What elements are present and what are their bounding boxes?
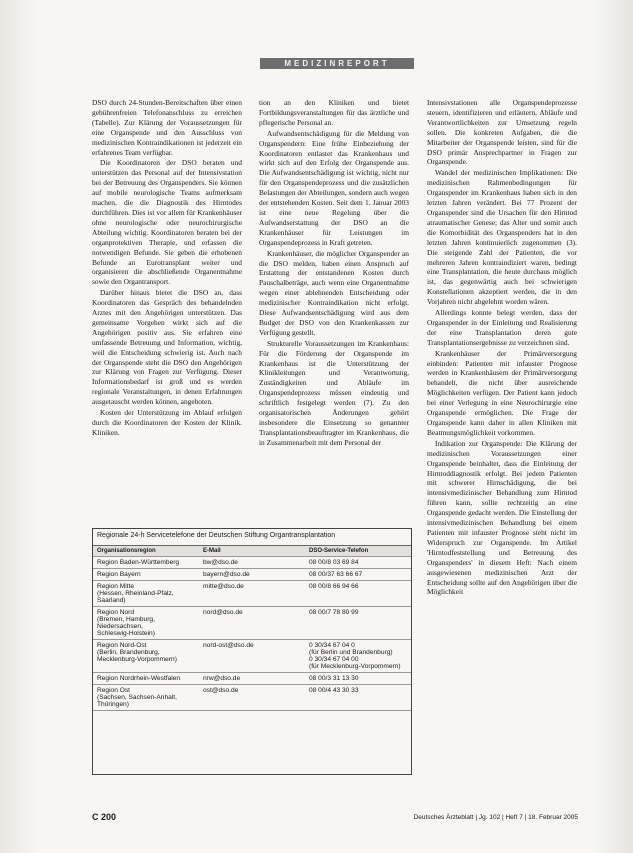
- phone-cell: 08 00/7 78 80 99: [305, 607, 411, 640]
- table-row: [93, 640, 411, 673]
- table-header-row: [93, 546, 411, 557]
- region-cell: Region Nord-Ost (Berlin, Brandenburg, Mecklenburg-Vorpommern): [93, 640, 199, 673]
- phone-cell: 08 00/3 31 13 30: [305, 673, 411, 685]
- journal-citation: Deutsches Ärzteblatt | Jg. 102 | Heft 7 | 18. Februar 2005: [413, 814, 578, 821]
- email-cell: mitte@dso.de: [199, 581, 305, 607]
- phone-cell: 08 00/8 66 94 66: [305, 581, 411, 607]
- email-cell: nord-ost@dso.de: [199, 640, 305, 673]
- paragraph: Krankenhäuser, die möglicher Organspender an die DSO melden, haben einen Anspruch auf Erstattung der entstandenen Kosten durch Pauschalbeträge, auch wenn eine Organentnahme wegen einer ablehnenden Entscheidung oder medizinischer Kontraindikation nicht erfolgt. Diese Aufwandsentschädigung wird aus dem Budget der DSO von den Krankenkassen zur Verfügung gestellt.: [259, 248, 409, 337]
- table-row: [93, 557, 411, 569]
- phone-cell: 08 00/4 43 30 33: [305, 685, 411, 711]
- region-cell: Region Ost (Sachsen, Sachsen-Anhalt, Thüringen): [93, 685, 199, 711]
- table-body: [93, 557, 411, 711]
- paragraph: Intensivstationen alle Organspendeprozesse steuern, identifizieren und erläutern, Abläufe und Verantwortlichkeiten zur Umsetzung regeln sollen. Die konkreten Aufgaben, die die Mitarbeiter der Organspende leisten, sind für die DSO primär Ansprechpartner in Fragen zur Organspende.: [427, 98, 577, 167]
- region-cell: Region Baden-Württemberg: [93, 557, 199, 569]
- paragraph: tion an den Kliniken und bietet Fortbildungsveranstaltungen für das ärztliche und pflegerische Personal an.: [259, 98, 409, 127]
- paragraph: Wandel der medizinischen Implikationen: Die medizinischen Rahmenbedingungen für Organspender im Krankenhaus haben sich in den letzten Jahren verändert. Bei 77 Prozent der Organspender sind die Ursachen für den Hirntod atraumatischer Genese; das Alter und somit auch die Komorbidität des Organspenders hat in den letzten Jahren kontinuierlich zugenommen (3). Die steigende Zahl der Patienten, die vor mehreren Jahren kontraindiziert waren, bedingt eine Transplantation, die heute durchaus möglich ist, das gegenwärtig auch bei schwierigen Konstellationen akzeptiert werden, die in den Vorjahren nicht abgelehnt worden wären.: [427, 168, 577, 307]
- phone-table: [93, 546, 411, 711]
- paragraph: Krankenhäuser der Primärversorgung einbinden: Patienten mit infauster Prognose werden in Krankenhäusern der Primärversorgung behandelt, die nicht über ausreichende Möglichkeiten verfügen. Der Patient kann jedoch bei einer Verlegung in eine Neurochirurgie eine Organspende ermöglichen. Die Frage der Organspende kann daher in allen Kliniken mit Beatmungsmöglichkeit vorkommen.: [427, 348, 577, 437]
- table-row: [93, 581, 411, 607]
- table-row: [93, 685, 411, 711]
- table-row: [93, 569, 411, 581]
- column-header: E-Mail: [199, 546, 305, 557]
- region-cell: Region Bayern: [93, 569, 199, 581]
- phone-cell: 08 00/37 63 66 67: [305, 569, 411, 581]
- paragraph: Darüber hinaus bietet die DSO an, dass Koordinatoren das Gespräch des behandelnden Arztes mit den Angehörigen unterstützen. Das gemeinsame Vorgehen wirkt sich auf die Angehörigen positiv aus. Sie erfahren eine umfassende Betreuung und Information, wichtig, weil die Entscheidung schwierig ist. Auch nach der Organspende steht die DSO den Angehörigen zur Klärung von Fragen zur Verfügung. Dieser Informationsbedarf ist groß und es werden regionale Veranstaltungen, in denen Erfahrungen ausgetauscht werden können, angeboten.: [92, 288, 242, 407]
- paragraph: Indikation zur Organspende: Die Klärung der medizinischen Voraussetzungen einer Organspende beinhaltet, dass die Einleitung der Hirntoddiagnostik erfolgt. Bei jedem Patienten mit schwerer Hirnschädigung, die bei intensivmedizinischer Behandlung zum Hirntod führen kann, sollte rechtzeitig an eine Organspende gedacht werden. Die Einstellung der intensivmedizinischen Behandlung bei einem Patienten mit infauster Prognose steht nicht im Widerspruch zur Organspende. Im Artikel 'Hirntodfeststellung und Betreuung des Organspenders' in diesem Heft: Nach einem ausgewiesenen medizinischen Arzt der Entscheidung sollte auf den Angehörigen über die Möglichkeit: [427, 438, 577, 597]
- table-row: [93, 673, 411, 685]
- email-cell: nrw@dso.de: [199, 673, 305, 685]
- email-cell: nord@dso.de: [199, 607, 305, 640]
- paragraph: Allerdings konnte belegt werden, dass der Organspender in der Einleitung und Realisierung der eine Transplantation deren gute Transplantationsergebnisse zu verzeichnen sind.: [427, 308, 577, 347]
- text-column-1: [92, 98, 242, 523]
- paragraph: DSO durch 24-Stunden-Bereitschaften über einen gebührenfreien Telefonanschluss zu erreichen (Tabelle). Zur Klärung der Voraussetzungen für eine Organspende und den Ausschluss von medizinischen Kontraindikationen ist jederzeit ein erfahrenes Team verfügbar.: [92, 98, 242, 157]
- email-cell: bw@dso.de: [199, 557, 305, 569]
- page-number: C 200: [92, 812, 117, 822]
- paragraph: Aufwandsentschädigung für die Meldung von Organspendern: Eine frühe Einbeziehung der Koordinatoren entlastet das Krankenhaus und wirkt sich auf den Erfolg der Organspende aus. Die Aufwandsentschädigung ist wichtig, nicht nur für den Organspendeprozess und die zusätzlichen Belastungen der Abteilungen, sondern auch wegen der entstehenden Kosten. Seit dem 1. Januar 2003 ist eine neue Regelung über die Aufwandserstattung der DSO an die Krankenhäuser für Leistungen im Organspendeprozess in Kraft getreten.: [259, 128, 409, 247]
- service-phone-table: [92, 528, 412, 775]
- phone-cell: 0 30/34 67 04 0 (für Berlin und Brandenburg) 0 30/34 67 04 00 (für Mecklenburg-Vorpommern): [305, 640, 411, 673]
- email-cell: ost@dso.de: [199, 685, 305, 711]
- table-row: [93, 607, 411, 640]
- email-cell: bayern@dso.de: [199, 569, 305, 581]
- section-header: MEDIZINREPORT: [260, 58, 414, 69]
- text-column-2: [259, 98, 409, 523]
- region-cell: Region Mitte (Hessen, Rheinland-Pfalz, Saarland): [93, 581, 199, 607]
- column-header: Organisationsregion: [93, 546, 199, 557]
- table-title: Regionale 24-h Servicetelefone der Deutschen Stiftung Organtransplantation: [93, 529, 411, 546]
- region-cell: Region Nordrhein-Westfalen: [93, 673, 199, 685]
- text-column-3: [427, 98, 577, 780]
- phone-cell: 08 00/8 03 69 84: [305, 557, 411, 569]
- paragraph: Strukturelle Voraussetzungen im Krankenhaus: Für die Förderung der Organspende im Krankenhaus ist die Unterstützung der Klinikleitungen und Verantwortung, Zuständigkeiten und Abläufe im Organspendeprozess müssen eindeutig und schriftlich festgelegt werden (7). Zu den organisatorischen Änderungen gehört insbesondere die Einsetzung so genannter Transplantationsbeauftragter im Krankenhaus, die in Zusammenarbeit mit dem Personal der: [259, 338, 409, 447]
- column-header: DSO-Service-Telefon: [305, 546, 411, 557]
- paragraph: Die Koordinatoren der DSO beraten und unterstützen das Personal auf der Intensivstation bei der Betreuung des Organspenders. Sie können auf mobile neurologische Teams aufmerksam machen, die die Diagnostik des Hirntodes durchführen. Dies ist vor allem für Krankenhäuser ohne neurologische oder neurochirurgische Abteilung wichtig. Koordinatoren beraten bei der organprotektiven Therapie, und erfassen die notwendigen Befunde. Sie geben die erhobenen Befunde an Eurotransplant weiter und organisieren die abschließende Organentnahme sowie den Organtransport.: [92, 158, 242, 287]
- region-cell: Region Nord (Bremen, Hamburg, Niedersachsen, Schleswig-Holstein): [93, 607, 199, 640]
- paragraph: Kosten der Unterstützung im Ablauf erfolgen durch die Koordinatoren der Kosten der Klinik. Kliniken.: [92, 408, 242, 437]
